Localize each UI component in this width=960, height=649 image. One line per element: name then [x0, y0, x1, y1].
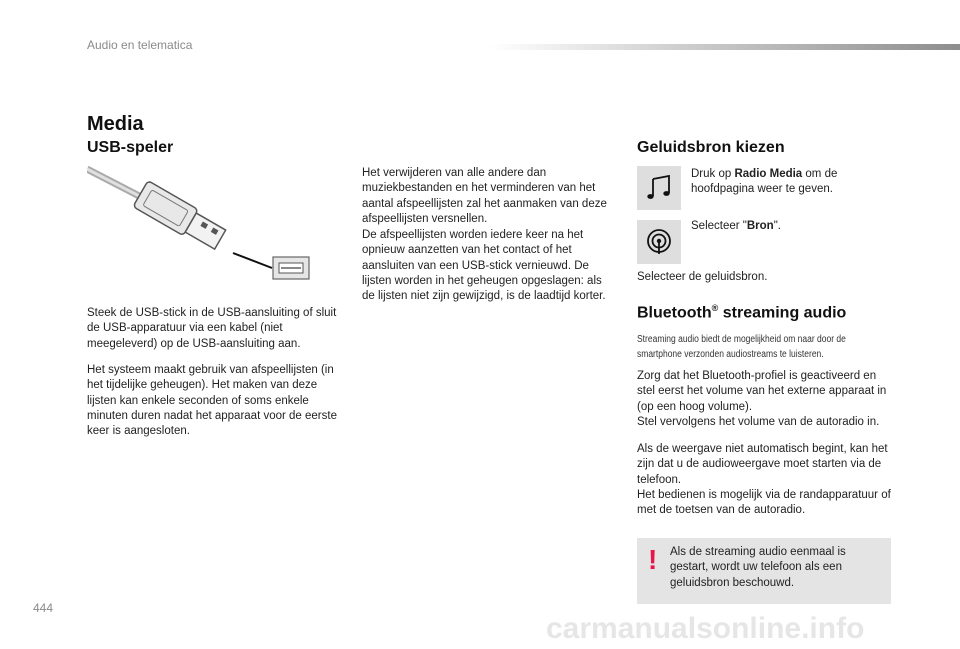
bluetooth-para1-text: Zorg dat het Bluetooth-profiel is geactiveerd en stel eerst het volume van het externe apparaat in (op een hoog volume).: [637, 370, 887, 413]
usb-paragraph-3: Het verwijderen van alle andere dan muziekbestanden en het verminderen van het aantal afspeellijsten zal het aanmaken van deze afspeellijsten versnellen.: [362, 167, 607, 225]
step2-text-bold: Bron: [746, 220, 774, 232]
header-bar: [490, 44, 960, 50]
music-note-icon: [637, 166, 681, 210]
usb-paragraph-2: Het systeem maakt gebruik van afspeellijsten (in het tijdelijke geheugen). Het maken van deze lijsten kan enkele seconden of soms enkele minuten duren nadat het apparaat voor de eerste keer is aangesloten.: [87, 364, 337, 438]
usb-paragraph-1: Steek de USB-stick in de USB-aansluiting of sluit de USB-apparatuur via een kabel (niet meegeleverd) op de USB-aansluiting aan.: [87, 307, 337, 350]
page-title: Media: [87, 113, 144, 135]
source-step-3: Selecteer de geluidsbron.: [637, 271, 768, 283]
source-heading: Geluidsbron kiezen: [637, 139, 785, 156]
usb-plug-icon: [87, 165, 317, 280]
bluetooth-heading-pre: Bluetooth: [637, 304, 712, 322]
step2-text-pre: Selecteer ": [691, 220, 747, 232]
bluetooth-para4-text: Het bedienen is mogelijk via de randapparatuur of met de toetsen van de autoradio.: [637, 488, 891, 517]
bluetooth-paragraph-2: [637, 442, 895, 518]
footer-watermark: carmanualsonline.info: [546, 612, 865, 645]
bluetooth-heading: [637, 303, 846, 322]
step1-text-post: om de hoofdpagina weer te geven.: [691, 168, 838, 196]
bluetooth-paragraph-1: [637, 369, 895, 430]
radio-media-button: [637, 166, 681, 210]
usb-plug-illustration: [87, 165, 317, 280]
source-step-2: [691, 219, 861, 234]
step1-text-bold: Radio Media: [734, 168, 803, 180]
step1-text-pre: Druk op: [691, 168, 735, 180]
usb-paragraph-4: De afspeellijsten worden iedere keer na het opnieuw aanzetten van het contact of het aansluiten van een USB-stick vernieuwd. De lijsten worden in het geheugen opgeslagen: als de lijsten niet zijn gewijzigd, is de laadtijd korter.: [362, 229, 606, 303]
bluetooth-para3-text: Als de weergave niet automatisch begint, kan het zijn dat u de audioweergave moet starten via de telefoon.: [637, 443, 888, 486]
usb-heading: USB-speler: [87, 139, 174, 156]
source-step-1: [691, 167, 861, 198]
bluetooth-para2-text: Stel vervolgens het volume van de autoradio in.: [637, 415, 880, 428]
step2-text-post: ".: [773, 220, 781, 232]
bluetooth-note: Streaming audio biedt de mogelijkheid om naar door de smartphone verzonden audiostreams te luisteren.: [637, 334, 846, 360]
warning-text: Als de streaming audio eenmaal is gestart, wordt uw telefoon als een geluidsbron beschouwd.: [670, 546, 846, 589]
header-title: Audio en telematica: [87, 38, 193, 52]
source-button: [637, 220, 681, 264]
source-icon: [637, 220, 681, 264]
warning-icon: !: [648, 544, 658, 575]
page-number: 444: [33, 601, 54, 615]
bluetooth-heading-post: streaming audio: [718, 304, 847, 322]
bluetooth-heading-sup: ®: [711, 303, 719, 313]
